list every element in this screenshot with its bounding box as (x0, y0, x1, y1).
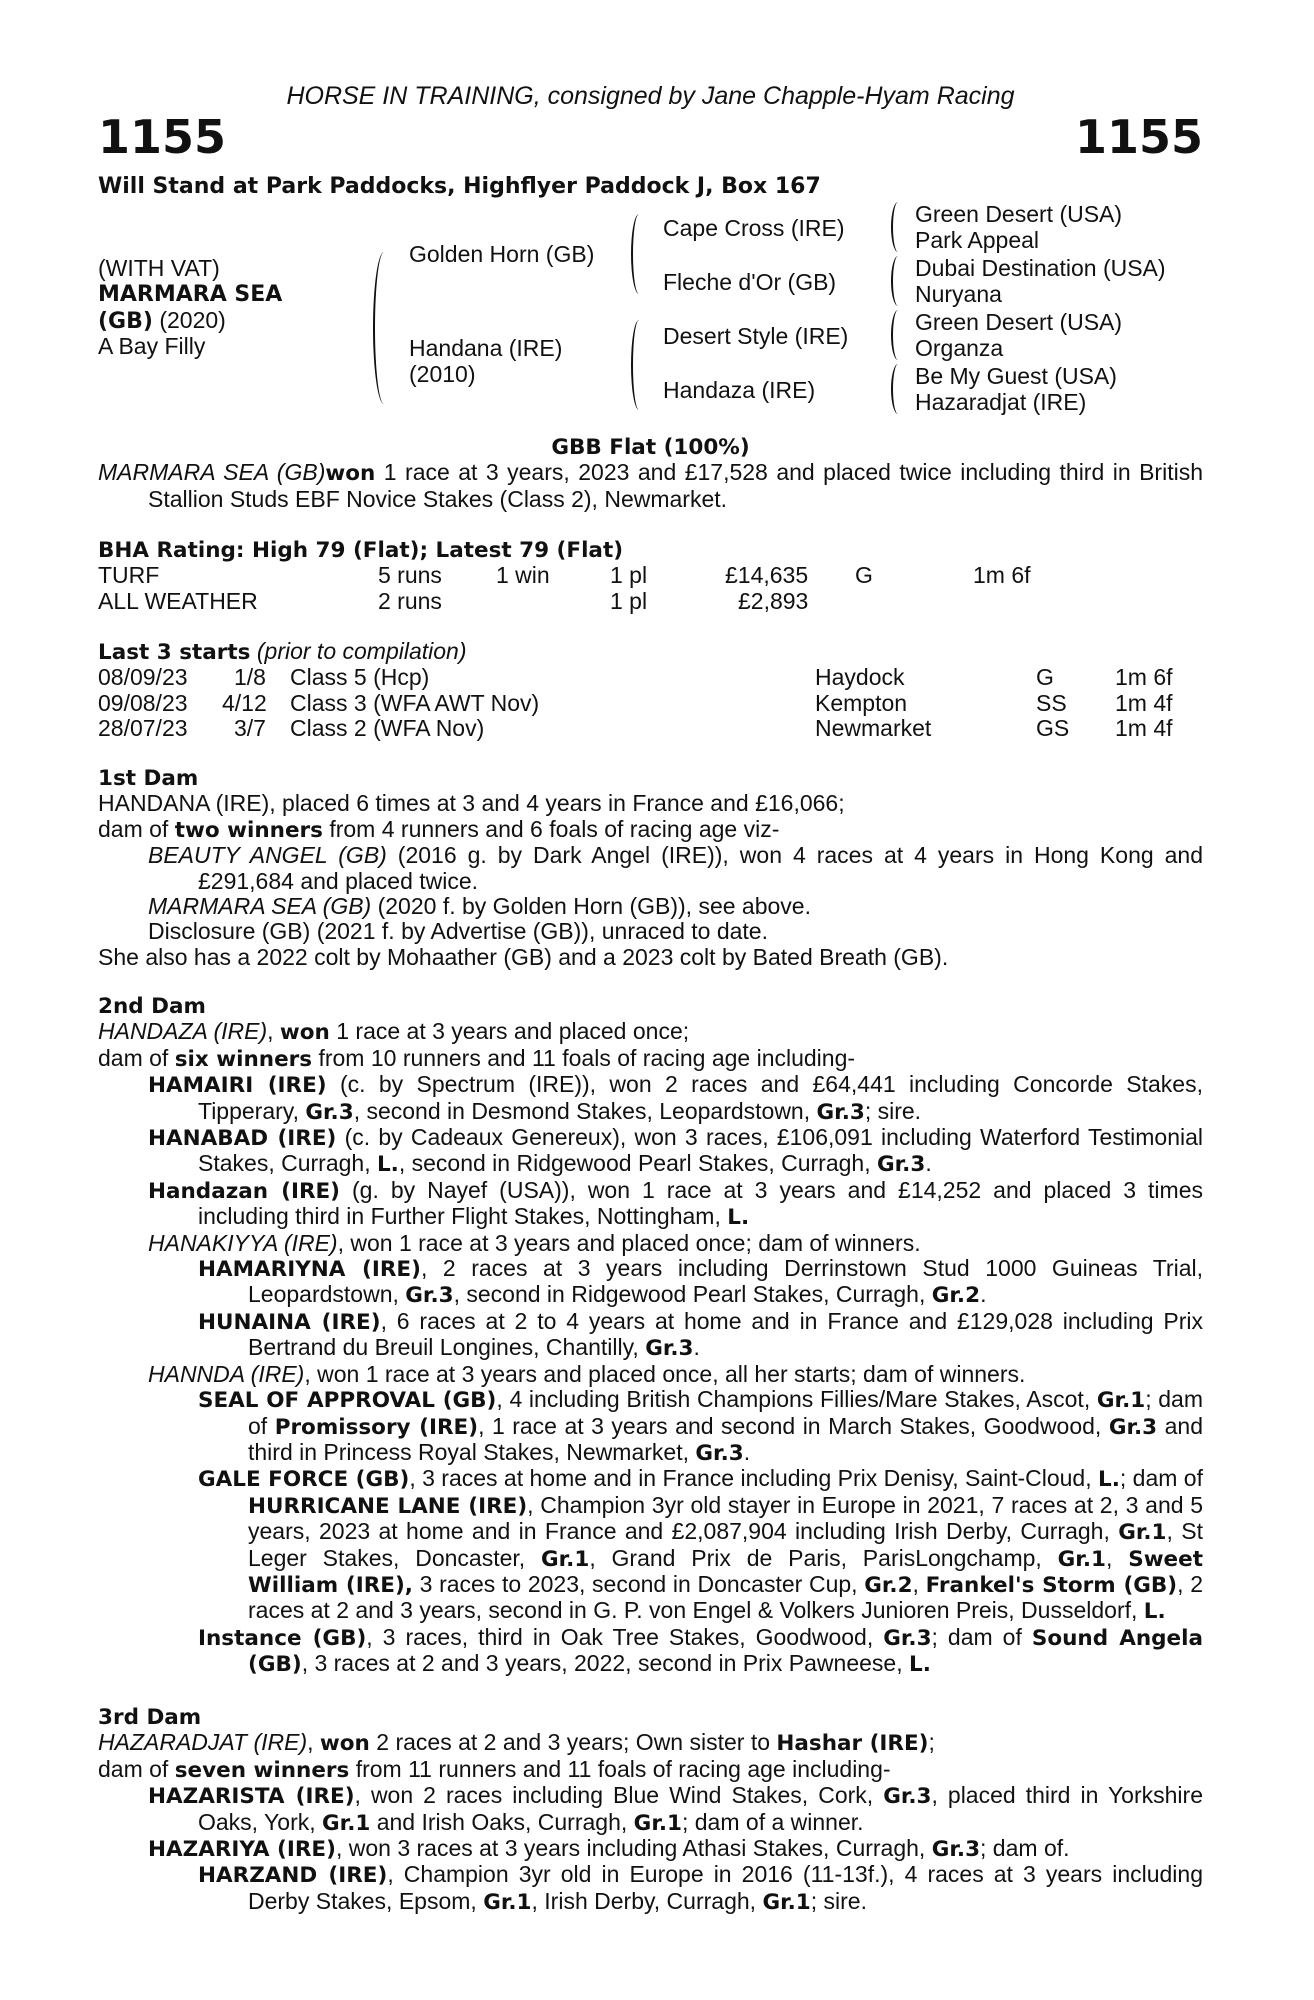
vat-note: (WITH VAT) (98, 255, 220, 281)
sire: Golden Horn (GB) (409, 241, 595, 267)
horse-name: MARMARA SEA (98, 282, 283, 307)
offspring-entry: MARMARA SEA (GB) (2020 f. by Golden Horn (GB)), see above. (148, 893, 811, 920)
grand-offspring-entry: SEAL OF APPROVAL (GB), 4 including British Champions Fillies/Mare Stakes, Ascot, Gr.1; dam of Promissory (IRE), 1 race at 3 years and second in March Stakes, Goodwood, Gr.3 and third in Princess Royal Stakes, Newmarket, Gr.3. (198, 1386, 1204, 1466)
second-dam-line: HANDAZA (IRE), won 1 race at 3 years and placed once; (98, 1018, 690, 1046)
second-dam-title: 2nd Dam (98, 994, 206, 1019)
grand-offspring-entry: HUNAINA (IRE), 6 races at 2 to 4 years at home and in France and £129,028 including Prix Bertrand du Breuil Longines, Chantilly, Gr.3. (198, 1307, 1203, 1362)
first-dam-title: 1st Dam (98, 766, 199, 791)
grand-offspring-entry: HARZAND (IRE), Champion 3yr old in Europe in 2016 (11-13f.), 4 races at 3 years including Derby Stakes, Epsom, Gr.1, Irish Derby, Curragh, Gr.1; sire. (198, 1861, 1203, 1915)
lot-number-right: 1155 (1074, 110, 1203, 164)
first-dam-note: She also has a 2022 colt by Mohaather (GB) and a 2023 colt by Bated Breath (GB). (98, 943, 949, 970)
last-starts-title: Last 3 starts (98, 640, 251, 665)
offspring-entry: HAZARIYA (IRE), won 3 races at 3 years including Athasi Stakes, Curragh, Gr.3; dam of. (148, 1835, 1070, 1863)
offspring-entry: HANNDA (IRE), won 1 race at 3 years and placed once, all her starts; dam of winners. (148, 1360, 1026, 1387)
brace-dam-parents (631, 320, 647, 410)
pedigree-chart (98, 200, 1203, 422)
stand-location: Will Stand at Park Paddocks, Highflyer Paddock J, Box 167 (98, 174, 821, 199)
lot-number-left: 1155 (98, 110, 227, 164)
offspring-entry: HANAKIYYA (IRE), won 1 race at 3 years and placed once; dam of winners. (148, 1229, 921, 1256)
horse-description: A Bay Filly (98, 333, 206, 359)
third-dam-line: HAZARADJAT (IRE), won 2 races at 2 and 3 years; Own sister to Hashar (IRE); (98, 1729, 935, 1757)
second-dam-produce: dam of six winners from 10 runners and 11 foals of racing age including- (98, 1044, 856, 1072)
rating-row-aw: ALL WEATHER 2 runs 1 pl £2,893 (98, 587, 809, 614)
brace-g4 (891, 364, 905, 414)
first-dam-produce: dam of two winners from 4 runners and 6 foals of racing age viz- (98, 815, 780, 843)
offspring-entry: HANABAD (IRE) (c. by Cadeaux Genereux), won 3 races, £106,091 including Waterford Testimonial Stakes, Curragh, L., second in Ridgewood Pearl Stakes, Curragh, Gr.3. (148, 1124, 1203, 1178)
ggparent-8: Hazaradjat (IRE) (915, 389, 1087, 415)
dam-year: (2010) (409, 361, 476, 387)
gbb-label: GBB Flat (100%) (551, 435, 750, 460)
offspring-entry: Disclosure (GB) (2021 f. by Advertise (GB)), unraced to date. (148, 918, 768, 945)
offspring-entry: HAMAIRI (IRE) (c. by Spectrum (IRE)), won 2 races and £64,441 including Concorde Stakes, Tipperary, Gr.3, second in Desmond Stakes, Leopardstown, Gr.3; sire. (148, 1071, 1203, 1125)
offspring-entry: HAZARISTA (IRE), won 2 races including Blue Wind Stakes, Cork, Gr.3, placed third in Yorkshire Oaks, York, Gr.1 and Irish Oaks, Curragh, Gr.1; dam of a winner. (148, 1782, 1203, 1836)
consignor-header: HORSE IN TRAINING, consigned by Jane Chapple-Hyam Racing (286, 82, 1015, 110)
rating-row-turf: TURF 5 runs 1 win 1 pl £14,635 G 1m 6f (98, 562, 1031, 589)
horse-name-line2 (98, 308, 226, 334)
third-dam-produce: dam of seven winners from 11 runners and 11 foals of racing age including- (98, 1755, 891, 1783)
rating-title: BHA Rating: High 79 (Flat); Latest 79 (Flat) (98, 538, 624, 563)
dam-sire: Desert Style (IRE) (663, 323, 849, 349)
ggparent-5: Green Desert (USA) (915, 309, 1123, 335)
third-dam-title: 3rd Dam (98, 1705, 202, 1730)
brace-g2 (891, 256, 905, 306)
ggparent-4: Nuryana (915, 281, 1002, 307)
brace-g3 (891, 310, 905, 360)
horse-country: (GB) (98, 309, 153, 334)
ggparent-2: Park Appeal (915, 227, 1040, 253)
dam: Handana (IRE) (409, 335, 563, 361)
brace-sire-parents (631, 214, 647, 294)
ggparent-3: Dubai Destination (USA) (915, 255, 1166, 281)
rating-section (98, 537, 1203, 614)
dam-dam: Handaza (IRE) (663, 377, 816, 403)
ggparent-1: Green Desert (USA) (915, 201, 1123, 227)
ggparent-6: Organza (915, 335, 1004, 361)
summary-section (98, 434, 1203, 512)
brace-g1 (891, 202, 905, 252)
last-starts-note: (prior to compilation) (256, 638, 467, 664)
sire-sire: Cape Cross (IRE) (663, 215, 845, 241)
ggparent-7: Be My Guest (USA) (915, 363, 1117, 389)
sire-dam: Fleche d'Or (GB) (663, 269, 837, 295)
last-starts-section (98, 639, 1203, 742)
offspring-entry: Handazan (IRE) (g. by Nayef (USA)), won 1 race at 3 years and £14,252 and placed 3 times including third in Further Flight Stakes, Nottingham, L. (148, 1176, 1203, 1231)
first-dam-line: HANDANA (IRE), placed 6 times at 3 and 4 years in France and £16,066; (98, 790, 845, 817)
race-summary: MARMARA SEA (GB)won 1 race at 3 years, 2023 and £17,528 and placed twice including third in British Stallion Studs EBF Novice Stakes (Class 2), Newmarket. (98, 459, 1203, 512)
start-row: 08/09/23 1/8 Class 5 (Hcp) Haydock G 1m 6f (98, 664, 1173, 691)
start-row: 09/08/23 4/12 Class 3 (WFA AWT Nov) Kempton SS 1m 4f (98, 689, 1173, 716)
second-dam-section (98, 993, 1203, 1678)
horse-year: (2020) (159, 307, 226, 333)
first-dam-section (98, 765, 1203, 970)
third-dam-section (98, 1704, 1203, 1915)
grand-offspring-entry: HAMARIYNA (IRE), 2 races at 3 years including Derrinstown Stud 1000 Guineas Trial, Leopardstown, Gr.3, second in Ridgewood Pearl Stakes, Curragh, Gr.2. (198, 1255, 1203, 1309)
start-row: 28/07/23 3/7 Class 2 (WFA Nov) Newmarket GS 1m 4f (98, 715, 1173, 742)
grand-offspring-entry: GALE FORCE (GB), 3 races at home and in France including Prix Denisy, Saint-Cloud, L.; dam of HURRICANE LANE (IRE), Champion 3yr old stayer in Europe in 2021, 7 races at 2, 3 and 5 years, 2023 at home and in France and £2,087,904 including Irish Derby, Curragh, Gr.1, St Leger Stakes, Doncaster, Gr.1, Grand Prix de Paris, ParisLongchamp, Gr.1, Sweet William (IRE), 3 races to 2023, second in Doncaster Cup, Gr.2, Frankel's Storm (GB), 2 races at 2 and 3 years, second in G. P. von Engel & Volkers Junioren Preis, Dusseldorf, L. (198, 1465, 1204, 1625)
offspring-entry: BEAUTY ANGEL (GB) (2016 g. by Dark Angel (IRE)), won 4 races at 4 years in Hong Kong and £291,684 and placed twice. (148, 842, 1204, 894)
brace-sire-dam (373, 252, 395, 404)
grand-offspring-entry: Instance (GB), 3 races, third in Oak Tree Stakes, Goodwood, Gr.3; dam of Sound Angela (GB), 3 races at 2 and 3 years, 2022, second in Prix Pawneese, L. (198, 1623, 1203, 1678)
